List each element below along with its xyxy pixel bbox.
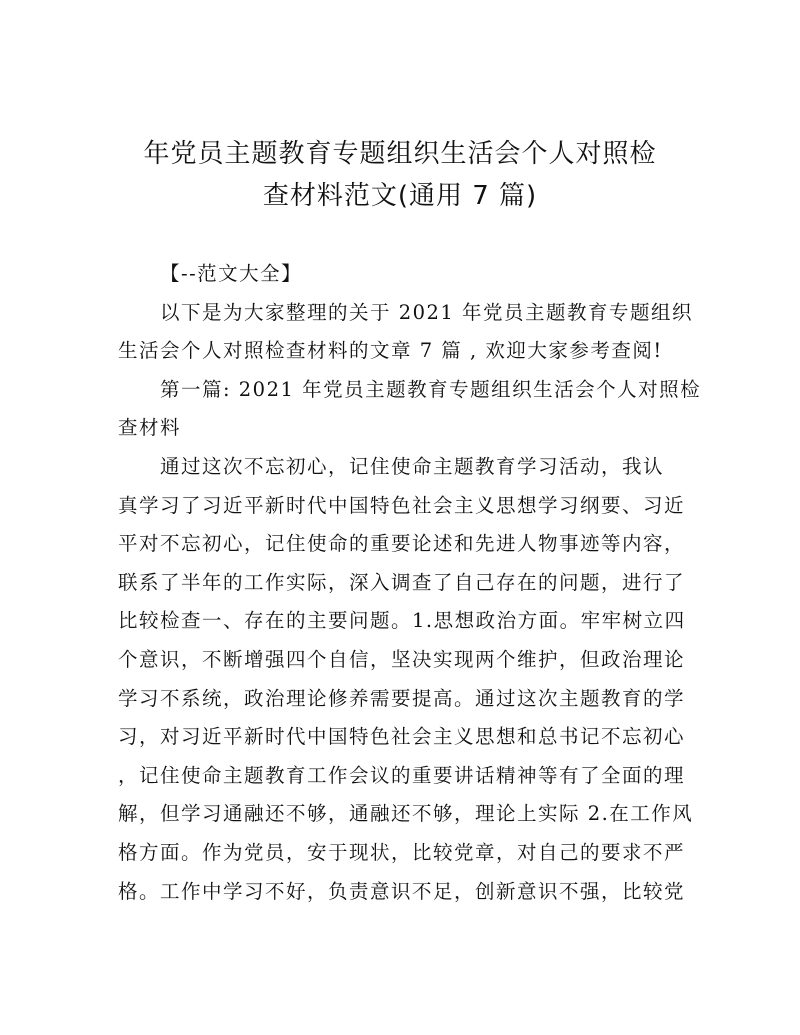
document-title [110,133,690,217]
source-tag: 【--范文大全】 [160,262,303,285]
section-heading [118,371,702,448]
intro-line: 生活会个人对照检查材料的文章 7 篇 , 欢迎大家参考查阅! [118,339,663,363]
body-line: 联系了半年的工作实际，深入调查了自己存在的问题，进行了 [118,570,686,594]
section-heading-line: 第一篇: 2021 年党员主题教育专题组织生活会个人对照检 [160,377,702,401]
title-line-1: 年党员主题教育专题组织生活会个人对照检 [143,139,657,169]
body-line: 真学习了习近平新时代中国特色社会主义思想学习纲要、习近 [118,493,686,517]
body-line: 比较检查一、存在的主要问题。1.思想政治方面。牢牢树立四 [118,609,686,633]
body-paragraph [118,448,694,911]
title-line-2: 查材料范文(通用 7 篇) [262,181,538,211]
body-line: 平对不忘初心，记住使命的重要论述和先进人物事迹等内容， [118,532,686,556]
body-line: 通过这次不忘初心，记住使命主题教育学习活动，我认 [160,454,665,478]
intro-paragraph [118,294,694,371]
body-line: 格方面。作为党员，安于现状，比较党章，对自己的要求不严 [118,840,686,864]
body-line: 格。工作中学习不好，负责意识不足，创新意识不强，比较党 [118,879,686,903]
body-line: 习，对习近平新时代中国特色社会主义思想和总书记不忘初心 [118,725,686,749]
document-body [118,255,702,911]
section-heading-line: 查材料 [118,416,182,440]
intro-line: 以下是为大家整理的关于 2021 年党员主题教育专题组织 [160,300,694,324]
body-line: 学习不系统，政治理论修养需要提高。通过这次主题教育的学 [118,686,686,710]
body-line: 个意识，不断增强四个自信，坚决实现两个维护，但政治理论 [118,647,686,671]
body-line: 解，但学习通融还不够，通融还不够，理论上实际 2.在工作风 [118,802,694,826]
body-line: ，记住使命主题教育工作会议的重要讲话精神等有了全面的理 [118,763,686,787]
